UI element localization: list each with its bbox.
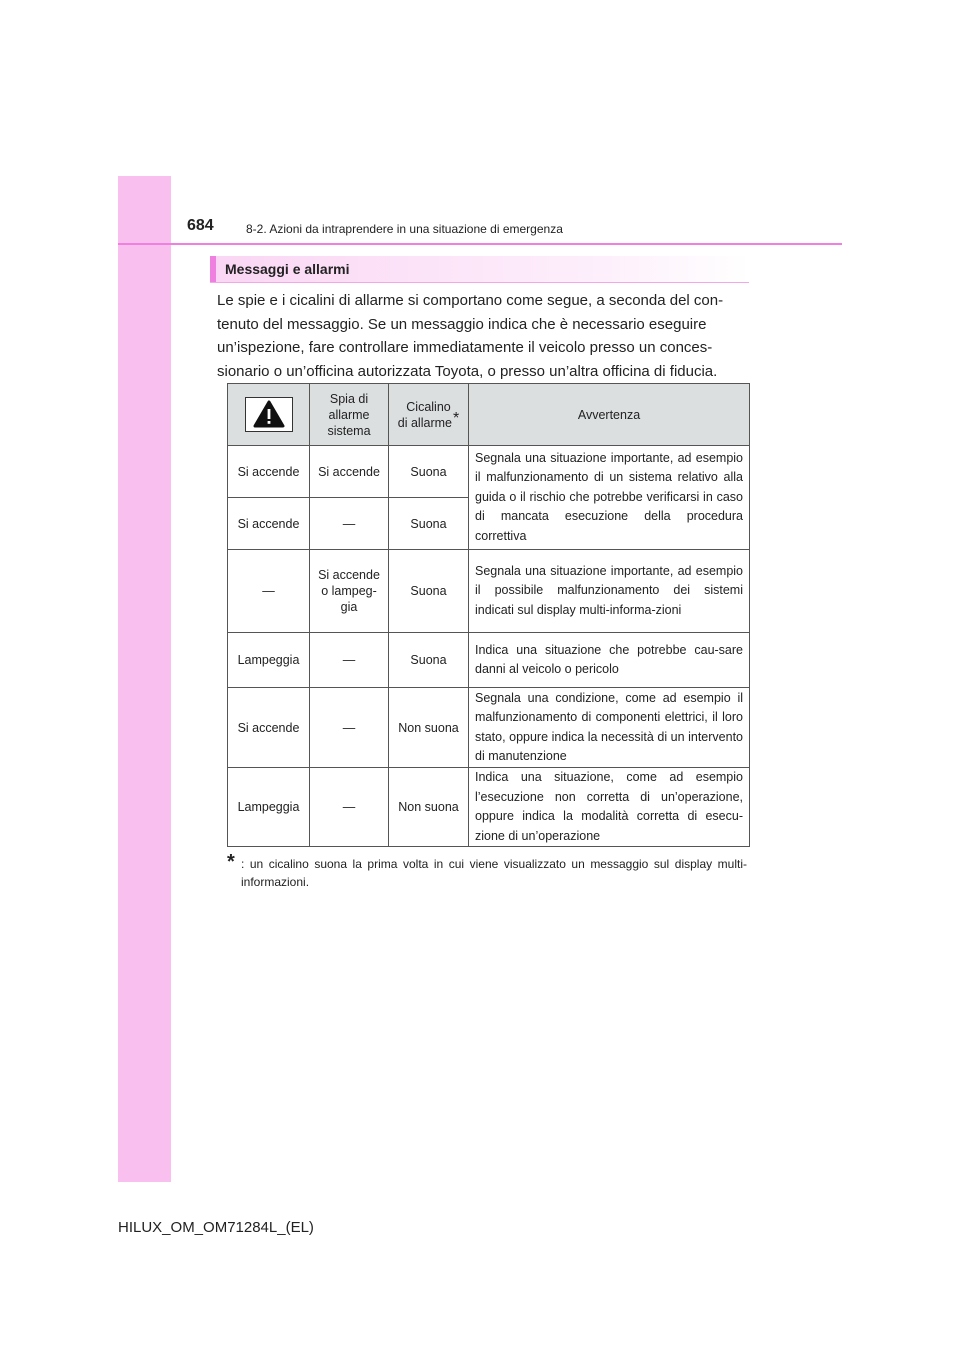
intro-line: tenuto del messaggio. Se un messaggio indica che è necessario eseguire <box>217 315 707 333</box>
cell-system-light: Si accende o lampeg- gia <box>310 550 389 633</box>
table-row <box>228 768 750 847</box>
intro-line: sionario o un’officina autorizzata Toyota, o presso un’altra officina di fiducia. <box>217 362 718 380</box>
cell-warning-light: — <box>228 550 310 633</box>
cell-warning-description: Segnala una situazione importante, ad esempio il malfunzionamento di un sistema relativo alla guida o il rischio che potrebbe verificarsi in caso di mancata esecuzione della procedura correttiva <box>469 446 750 550</box>
cell-buzzer: Non suona <box>389 768 469 847</box>
cell-warning-description: Indica una situazione, come ad esempio l’esecuzione non corretta di un’operazione, oppure indica la modalità corretta di esecu-zione di un’operazione <box>469 768 750 847</box>
chapter-title: 8-2. Azioni da intraprendere in una situazione di emergenza <box>246 222 563 236</box>
header-icon-cell <box>228 384 310 446</box>
table-row <box>228 688 750 768</box>
section-marker <box>210 256 216 282</box>
cell-buzzer: Suona <box>389 498 469 550</box>
table-row <box>228 550 750 633</box>
footnote <box>227 851 747 891</box>
table-row <box>228 633 750 688</box>
cell-system-light: — <box>310 688 389 768</box>
page-number: 684 <box>187 217 214 234</box>
header-system-light: Spia di allarme sistema <box>310 384 389 446</box>
footnote-star: * <box>452 409 460 427</box>
cell-system-light: — <box>310 498 389 550</box>
intro-line: un’ispezione, fare controllare immediatamente il veicolo presso un conces- <box>217 339 713 356</box>
cell-warning-description: Indica una situazione che potrebbe cau-sare danni al veicolo o pericolo <box>469 633 750 688</box>
cell-warning-light: Lampeggia <box>228 768 310 847</box>
section-heading <box>210 256 749 283</box>
cell-system-light: Si accende <box>310 446 389 498</box>
cell-buzzer: Suona <box>389 550 469 633</box>
cell-warning-light: Si accende <box>228 688 310 768</box>
header-warning: Avvertenza <box>469 384 750 446</box>
table-header-row <box>228 384 750 446</box>
document-code: HILUX_OM_OM71284L_(EL) <box>118 1219 314 1236</box>
alarm-table <box>227 383 750 847</box>
cell-buzzer: Suona <box>389 633 469 688</box>
cell-buzzer: Non suona <box>389 688 469 768</box>
warning-triangle-icon <box>245 397 293 432</box>
side-margin-band <box>118 176 171 1182</box>
table-row <box>228 446 750 498</box>
cell-warning-light: Si accende <box>228 498 310 550</box>
cell-warning-light: Si accende <box>228 446 310 498</box>
header-buzzer: Cicalino di allarme* <box>389 384 469 446</box>
cell-warning-description: Segnala una situazione importante, ad esempio il possibile malfunzionamento dei sistemi indicati sul display multi-informa-zioni <box>469 550 750 633</box>
cell-system-light: — <box>310 768 389 847</box>
footnote-star: * <box>227 851 235 873</box>
section-title: Messaggi e allarmi <box>225 261 350 277</box>
header-rule <box>118 243 842 245</box>
intro-paragraph <box>217 289 744 383</box>
intro-line: Le spie e i cicalini di allarme si comportano come segue, a seconda del con- <box>217 292 724 309</box>
cell-system-light: — <box>310 633 389 688</box>
footnote-text: : un cicalino suona la prima volta in cui viene visualizzato un messaggio sul display multi-informazioni. <box>241 857 747 889</box>
cell-warning-light: Lampeggia <box>228 633 310 688</box>
cell-warning-description: Segnala una condizione, come ad esempio il malfunzionamento di componenti elettrici, il loro stato, oppure indica la necessità di un intervento di manutenzione <box>469 688 750 768</box>
cell-buzzer: Suona <box>389 446 469 498</box>
